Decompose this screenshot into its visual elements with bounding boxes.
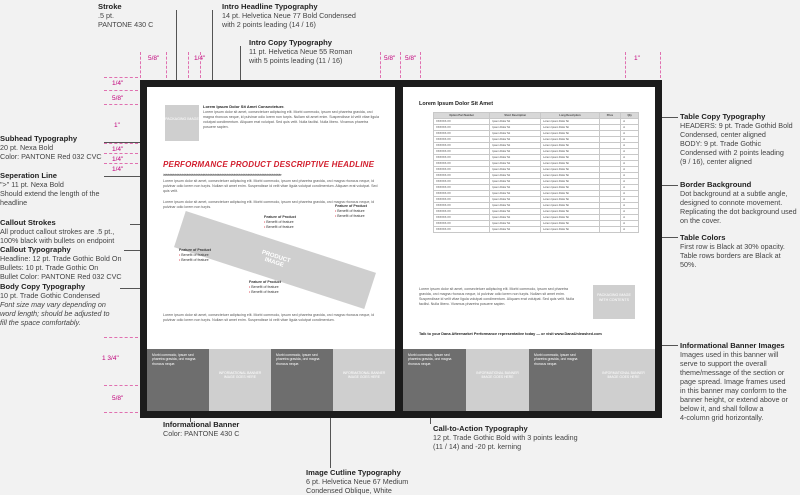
dim-top-right-b: 5/8" — [405, 55, 417, 62]
table-cell: Lorem Ipsum Dolor Sit — [541, 209, 600, 215]
dim-left-4: 1/4" — [112, 146, 124, 153]
table-cell: Lorem Ipsum Dolor Sit — [541, 125, 600, 131]
table-cell: A — [621, 191, 639, 197]
table-cell: XXXXXX-XX — [434, 227, 490, 233]
table-cell: Lorem Ipsum Dolor Sit — [541, 173, 600, 179]
table-cell: A — [621, 227, 639, 233]
table-cell: Ipsum Dolor Sit — [490, 119, 541, 125]
table-cell: Ipsum Dolor Sit — [490, 149, 541, 155]
dim-left-8: 5/8" — [112, 395, 124, 402]
guide-tick — [420, 52, 421, 78]
table-cell: Lorem Ipsum Dolor Sit — [541, 179, 600, 185]
guide-tick — [400, 52, 401, 78]
annotation-callout-typography: Callout Typography Headline: 12 pt. Trade Gothic Bold On Bullets: 10 pt. Trade Gothic On Bullet Color: PANTONE Red 032 CVC — [0, 245, 122, 282]
table-cell: Ipsum Dolor Sit — [490, 173, 541, 179]
table-header: Option Part Number — [434, 113, 490, 119]
right-body-copy: Lorem ipsum dolor sit amet, consectetuer adipiscing elit. Morbi commodo, ipsum sed pharetra gravida, orci magna rhoncus neque, id pulvinar odio lorem non turpis. Nullam sit amet enim. Suspendisse id velit vitae ligula volutpat condimentum. Aliquam erat volutpat. Sed quis velit. Nulla facilisi. Nulla libero. Vivamus pharetra posuere sapien. — [419, 287, 575, 306]
annotation-image-cutline: Image Cutline Typography 6 pt. Helvetica Neue 67 Medium Condensed Oblique, White — [306, 468, 409, 495]
table-cell: A — [621, 131, 639, 137]
table-headline: Lorem Ipsum Dolor Sit Amet — [419, 101, 494, 107]
table-cell: XXXXXX-XX — [434, 191, 490, 197]
callout-feature-2: Feature of Product • Benefit of feature • Benefit of feature — [335, 204, 367, 218]
table-cell: Ipsum Dolor Sit — [490, 131, 541, 137]
table-cell: A — [621, 173, 639, 179]
table-cell: XXXXXX-XX — [434, 179, 490, 185]
dim-left-7: 1 3/4" — [102, 355, 119, 362]
banner-image-placeholder: INFORMATIONAL BANNER IMAGE GOES HERE — [333, 349, 395, 411]
table-cell: Lorem Ipsum Dolor Sit — [541, 167, 600, 173]
annotation-intro-copy: Intro Copy Typography 11 pt. Helvetica Neue 55 Roman with 5 points leading (11 / 16) — [249, 38, 353, 66]
table-cell: A — [621, 185, 639, 191]
guide-tick — [104, 153, 138, 154]
table-cell: XXXXXX-XX — [434, 173, 490, 179]
annotation-callout-strokes: Callout Strokes All product callout strokes are .5 pt., 100% black with bullets on endpoint — [0, 218, 115, 246]
table-row — [434, 227, 639, 233]
leader-line — [176, 10, 177, 80]
table-cell: A — [621, 119, 639, 125]
guide-tick — [104, 104, 138, 105]
table-cell: Ipsum Dolor Sit — [490, 197, 541, 203]
magazine-spread — [140, 80, 662, 418]
table-cell: XXXXXX-XX — [434, 197, 490, 203]
guide-tick — [104, 143, 138, 144]
guide-tick — [104, 90, 138, 91]
table-cell: Lorem Ipsum Dolor Sit — [541, 155, 600, 161]
callout-feature-3: Feature of Product • Benefit of feature • Benefit of feature — [179, 248, 211, 262]
table-cell: Ipsum Dolor Sit — [490, 191, 541, 197]
packaging-image-placeholder: PACKAGING IMAGE — [165, 105, 199, 141]
guide-tick — [166, 52, 167, 78]
table-cell: XXXXXX-XX — [434, 125, 490, 131]
table-header: Long Description — [541, 113, 600, 119]
body-copy-bottom: Lorem ipsum dolor sit amet, consectetuer adipiscing elit. Morbi commodo, ipsum sed pharetra gravida, orci magna rhoncus neque, id pulvinar odio lorem non turpis. Nullam sit amet enim. Suspendisse id velit vitae ligula volutpat condimentum. — [163, 313, 375, 322]
table-cell: XXXXXX-XX — [434, 221, 490, 227]
table-cell: XXXXXX-XX — [434, 203, 490, 209]
callout-feature-1: Feature of Product • Benefit of feature • Benefit of feature — [264, 215, 296, 229]
right-page — [403, 87, 655, 411]
table-cell: Ipsum Dolor Sit — [490, 125, 541, 131]
table-cell: Lorem Ipsum Dolor Sit — [541, 119, 600, 125]
table-cell: XXXXXX-XX — [434, 155, 490, 161]
product-headline: PERFORMANCE PRODUCT DESCRIPTIVE HEADLINE — [163, 160, 375, 169]
table-cell: Lorem Ipsum Dolor Sit — [541, 203, 600, 209]
table-cell: Lorem Ipsum Dolor Sit — [541, 131, 600, 137]
guide-tick — [104, 77, 138, 78]
table-cell: Lorem Ipsum Dolor Sit — [541, 161, 600, 167]
table-cell: Ipsum Dolor Sit — [490, 155, 541, 161]
table-cell: Ipsum Dolor Sit — [490, 185, 541, 191]
annotation-table-colors: Table Colors First row is Black at 30% opacity. Table rows borders are Black at 50%. — [680, 233, 785, 270]
banner-image-placeholder: INFORMATIONAL BANNER IMAGE GOES HERE — [592, 349, 655, 411]
table-header: Short Description — [490, 113, 541, 119]
dim-top-right-a: 5/8" — [384, 55, 396, 62]
dim-top-left-a: 5/8" — [148, 55, 160, 62]
annotation-subhead: Subhead Typography 20 pt. Nexa Bold Color: PANTONE Red 032 CVC — [0, 134, 102, 162]
table-cell: A — [621, 155, 639, 161]
product-image-label: PRODUCT IMAGE — [260, 249, 291, 269]
table-cell: A — [621, 179, 639, 185]
callout-feature-4: Feature of Product • Benefit of feature • Benefit of feature — [249, 280, 281, 294]
guide-tick — [140, 52, 141, 78]
dim-left-5: 1/4" — [112, 156, 124, 163]
table-cell — [599, 227, 621, 233]
left-page — [147, 87, 395, 411]
annotation-intro-headline: Intro Headline Typography 14 pt. Helvetica Neue 77 Bold Condensed with 2 points leading (14 / 16) — [222, 2, 356, 30]
annotation-border-background: Border Background Dot background at a subtle angle, designed to connote movement. Replicating the dot background used on the cover. — [680, 180, 797, 226]
guide-tick — [625, 52, 626, 78]
guide-tick — [200, 52, 201, 78]
body-copy-top-2: Lorem ipsum dolor sit amet, consectetuer adipiscing elit. Morbi commodo, ipsum sed pharetra gravida, orci magna rhoncus neque, id pulvinar odio lorem non turpis. — [163, 200, 375, 209]
table-cell: XXXXXX-XX — [434, 167, 490, 173]
guide-tick — [104, 385, 138, 386]
table-cell: Ipsum Dolor Sit — [490, 221, 541, 227]
table-cell: Lorem Ipsum Dolor Sit — [541, 143, 600, 149]
dim-left-6: 1/4" — [112, 166, 124, 173]
spec-table — [433, 112, 639, 233]
table-cell: XXXXXX-XX — [434, 161, 490, 167]
table-cell: Lorem Ipsum Dolor Sit — [541, 227, 600, 233]
table-cell: Ipsum Dolor Sit — [490, 209, 541, 215]
table-header: Qty — [621, 113, 639, 119]
packaging-contents-placeholder: PACKAGING IMAGE WITH CONTENTS — [593, 285, 635, 319]
table-cell: XXXXXX-XX — [434, 137, 490, 143]
table-cell: Ipsum Dolor Sit — [490, 161, 541, 167]
table-cell: XXXXXX-XX — [434, 143, 490, 149]
guide-tick — [380, 52, 381, 78]
table-cell: Ipsum Dolor Sit — [490, 215, 541, 221]
dim-left-3: 1" — [114, 122, 120, 129]
table-cell: A — [621, 209, 639, 215]
banner-caption: Morbi commodo, ipsum sed pharetra gravida, orci magna rhoncus neque. — [529, 349, 592, 411]
table-cell: Ipsum Dolor Sit — [490, 227, 541, 233]
table-cell: A — [621, 161, 639, 167]
info-banner-left — [147, 349, 395, 411]
banner-caption: Morbi commodo, ipsum sed pharetra gravida, orci magna rhoncus neque. — [147, 349, 209, 411]
table-cell: Ipsum Dolor Sit — [490, 179, 541, 185]
dim-top-right-c: 1" — [634, 55, 640, 62]
dim-left-2: 5/8" — [112, 95, 124, 102]
dim-left-1: 1/4" — [112, 80, 124, 87]
guide-tick — [104, 337, 138, 338]
table-cell: A — [621, 125, 639, 131]
annotation-info-banner: Informational Banner Color: PANTONE 430 C — [163, 420, 240, 439]
table-cell: Lorem Ipsum Dolor Sit — [541, 137, 600, 143]
table-cell: XXXXXX-XX — [434, 119, 490, 125]
table-cell: XXXXXX-XX — [434, 209, 490, 215]
table-cell: Ipsum Dolor Sit — [490, 143, 541, 149]
table-cell: Lorem Ipsum Dolor Sit — [541, 149, 600, 155]
annotation-banner-images: Informational Banner Images Images used in this banner will serve to support the overall theme/message of the section or page spread. Image frames used in this banner may conform to the banner height, or extend above or below it, and shall follow a 4-column grid horizontally. — [680, 341, 788, 423]
dim-top-left-b: 1/4" — [194, 55, 206, 62]
table-cell: XXXXXX-XX — [434, 185, 490, 191]
table-cell: A — [621, 149, 639, 155]
table-cell: A — [621, 143, 639, 149]
intro-copy: Lorem ipsum dolor sit amet, consectetuer adipiscing elit. Morbi commodo, ipsum sed pharetra gravida, orci magna rhoncus neque, id pulvinar odio lorem non turpis. Nullam sit amet enim. Suspendisse id velit vitae ligula volutpat condimentum. Aliquam erat volutpat. Sed quis velit. Nulla facilisi. Nulla libero. Vivamus pharetra posuere sapien. — [203, 110, 379, 129]
call-to-action: Talk to your Dana Aftermarket Performance representative today — or visit www.DanaUnleashed.com — [419, 332, 602, 336]
banner-image-placeholder: INFORMATIONAL BANNER IMAGE GOES HERE — [466, 349, 529, 411]
table-cell: A — [621, 197, 639, 203]
guide-tick — [104, 412, 138, 413]
annotation-body-copy: Body Copy Typography 10 pt. Trade Gothic Condensed Font size may vary depending on word length; should be adjusted to fill the space comfortably. — [0, 282, 110, 328]
annotation-separation-line: Seperation Line ">" 11 pt. Nexa Bold Should extend the length of the headline — [0, 171, 100, 208]
table-cell: Lorem Ipsum Dolor Sit — [541, 215, 600, 221]
table-cell: Ipsum Dolor Sit — [490, 167, 541, 173]
table-cell: Lorem Ipsum Dolor Sit — [541, 197, 600, 203]
body-copy-top: Lorem ipsum dolor sit amet, consectetuer adipiscing elit. Morbi commodo, ipsum sed pharetra gravida, orci magna rhoncus neque, id pulvinar odio lorem non turpis. Nullam sit amet enim. Suspendisse id velit vitae ligula volutpat condimentum. Aliquam erat volutpat. Sed quis velit. — [163, 179, 378, 193]
table-cell: A — [621, 221, 639, 227]
table-cell: XXXXXX-XX — [434, 215, 490, 221]
guide-tick — [104, 163, 138, 164]
info-banner-right — [403, 349, 655, 411]
intro-headline: Lorem Ipsum Dolor Sit Amet Consectetuer. — [203, 104, 285, 109]
table-cell: XXXXXX-XX — [434, 149, 490, 155]
table-cell: Lorem Ipsum Dolor Sit — [541, 221, 600, 227]
table-header: Price — [599, 113, 621, 119]
guide-tick — [188, 52, 189, 78]
guide-tick — [660, 52, 661, 78]
banner-image-placeholder: INFORMATIONAL BANNER IMAGE GOES HERE — [209, 349, 271, 411]
table-cell: A — [621, 137, 639, 143]
annotation-stroke: Stroke .5 pt. PANTONE 430 C — [98, 2, 154, 30]
banner-caption: Morbi commodo, ipsum sed pharetra gravida, orci magna rhoncus neque. — [271, 349, 333, 411]
table-cell: A — [621, 203, 639, 209]
banner-caption: Morbi commodo, ipsum sed pharetra gravida, orci magna rhoncus neque. — [403, 349, 466, 411]
table-cell: XXXXXX-XX — [434, 131, 490, 137]
table-cell: A — [621, 215, 639, 221]
annotation-table-copy: Table Copy Typography HEADERS: 9 pt. Trade Gothid Bold Condensed, center aligned BODY: 9 pt. Trade Gothic Condensed with 2 points leading (9 / 16), center aligned — [680, 112, 793, 167]
table-cell: Ipsum Dolor Sit — [490, 137, 541, 143]
table-cell: Ipsum Dolor Sit — [490, 203, 541, 209]
annotation-call-to-action: Call-to-Action Typography 12 pt. Trade Gothic Bold with 3 points leading (11 / 14) and -20 pt. kerning — [433, 424, 578, 452]
table-cell: Lorem Ipsum Dolor Sit — [541, 185, 600, 191]
table-cell: A — [621, 167, 639, 173]
table-cell: Lorem Ipsum Dolor Sit — [541, 191, 600, 197]
separation-line: >>>>>>>>>>>>>>>>>>>>>>>>>>>>>>>>>>>>>>>>>>>>>>>>>>>>>>>>>>>>>>>>>>>> — [163, 172, 282, 177]
